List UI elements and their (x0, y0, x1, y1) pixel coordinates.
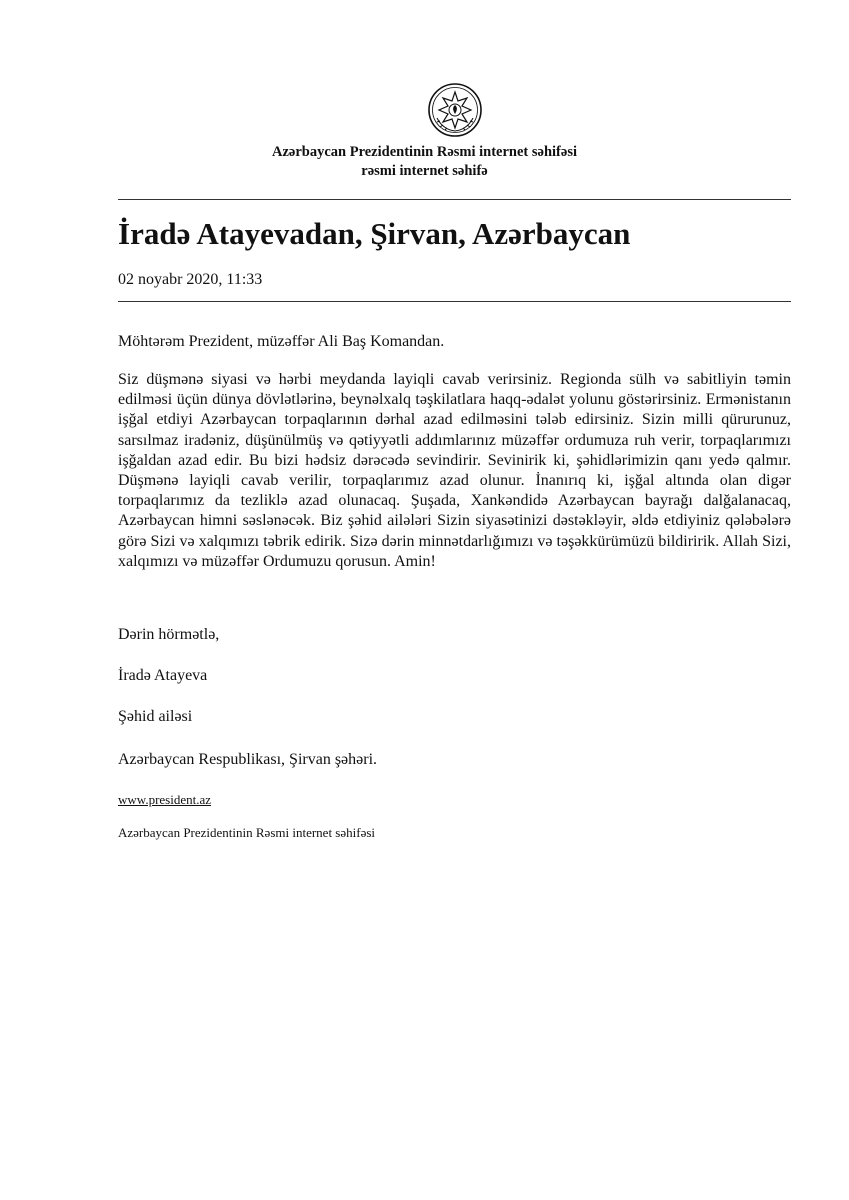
site-header-subtitle: rəsmi internet səhifə (361, 163, 488, 179)
letter-signer: İradə Atayeva (118, 667, 208, 684)
site-header (0, 143, 849, 181)
letter-address: Azərbaycan Respublikası, Şirvan şəhəri. (118, 751, 378, 768)
site-header-title: Azərbaycan Prezidentinin Rəsmi internet səhifəsi (272, 144, 577, 160)
bottom-divider (118, 301, 791, 302)
footer-website-link[interactable]: www.president.az (118, 792, 212, 807)
footer-site-name: Azərbaycan Prezidentinin Rəsmi internet səhifəsi (118, 825, 376, 840)
article-date: 02 noyabr 2020, 11:33 (118, 271, 263, 288)
letter-body: Siz düşmənə siyasi və hərbi meydanda layiqli cavab verirsiniz. Regionda sülh və sabitliyin təmin edilməsi üçün dünya dövlətlərinə, beynəlxalq təşkilatlara haqq-ədalət yolunu göstərirsiniz. Ermənistanın işğal etdiyi Azərbaycan torpaqlarının dərhal azad edilməsini tələb edirsiniz. Sizin milli qürurunuz, sarsılmaz iradəniz, düşünülmüş və qətiyyətli addımlarınız müzəffər ordumuza ruh verir, torpaqlarımızı işğaldan azad edir. Bu bizi hədsiz dərəcədə sevindirir. Sevinirik ki, şəhidlərimizin qanı yedə qalmır. Düşmənə layiqli cavab verilir, torpaqlarımız azad olunur. İnanırıq ki, işğal altında olan digər torpaqlarımız da tezliklə azad olunacaq. Şuşada, Xankəndidə Azərbaycan bayrağı dalğalanacaq, Azərbaycan himni səslənəcək. Biz şəhid ailələri Sizin siyasətinizi dəstəkləyir, əldə etdiyiniz qələbələrə görə Sizi və xalqımızı təbrik edirik. Sizə dərin minnətdarlığımızı və təşəkkürümüzü bildiririk. Allah Sizi, xalqımızı və müzəffər Ordumuzu qorusun. Amin! (118, 371, 791, 570)
letter-greeting: Möhtərəm Prezident, müzəffər Ali Baş Komandan. (118, 333, 445, 350)
azerbaijan-state-emblem-icon (427, 82, 483, 138)
top-divider (118, 199, 791, 200)
letter-family: Şəhid ailəsi (118, 708, 193, 725)
letter-closing: Dərin hörmətlə, (118, 626, 220, 643)
article-title: İradə Atayevadan, Şirvan, Azərbaycan (118, 216, 631, 251)
